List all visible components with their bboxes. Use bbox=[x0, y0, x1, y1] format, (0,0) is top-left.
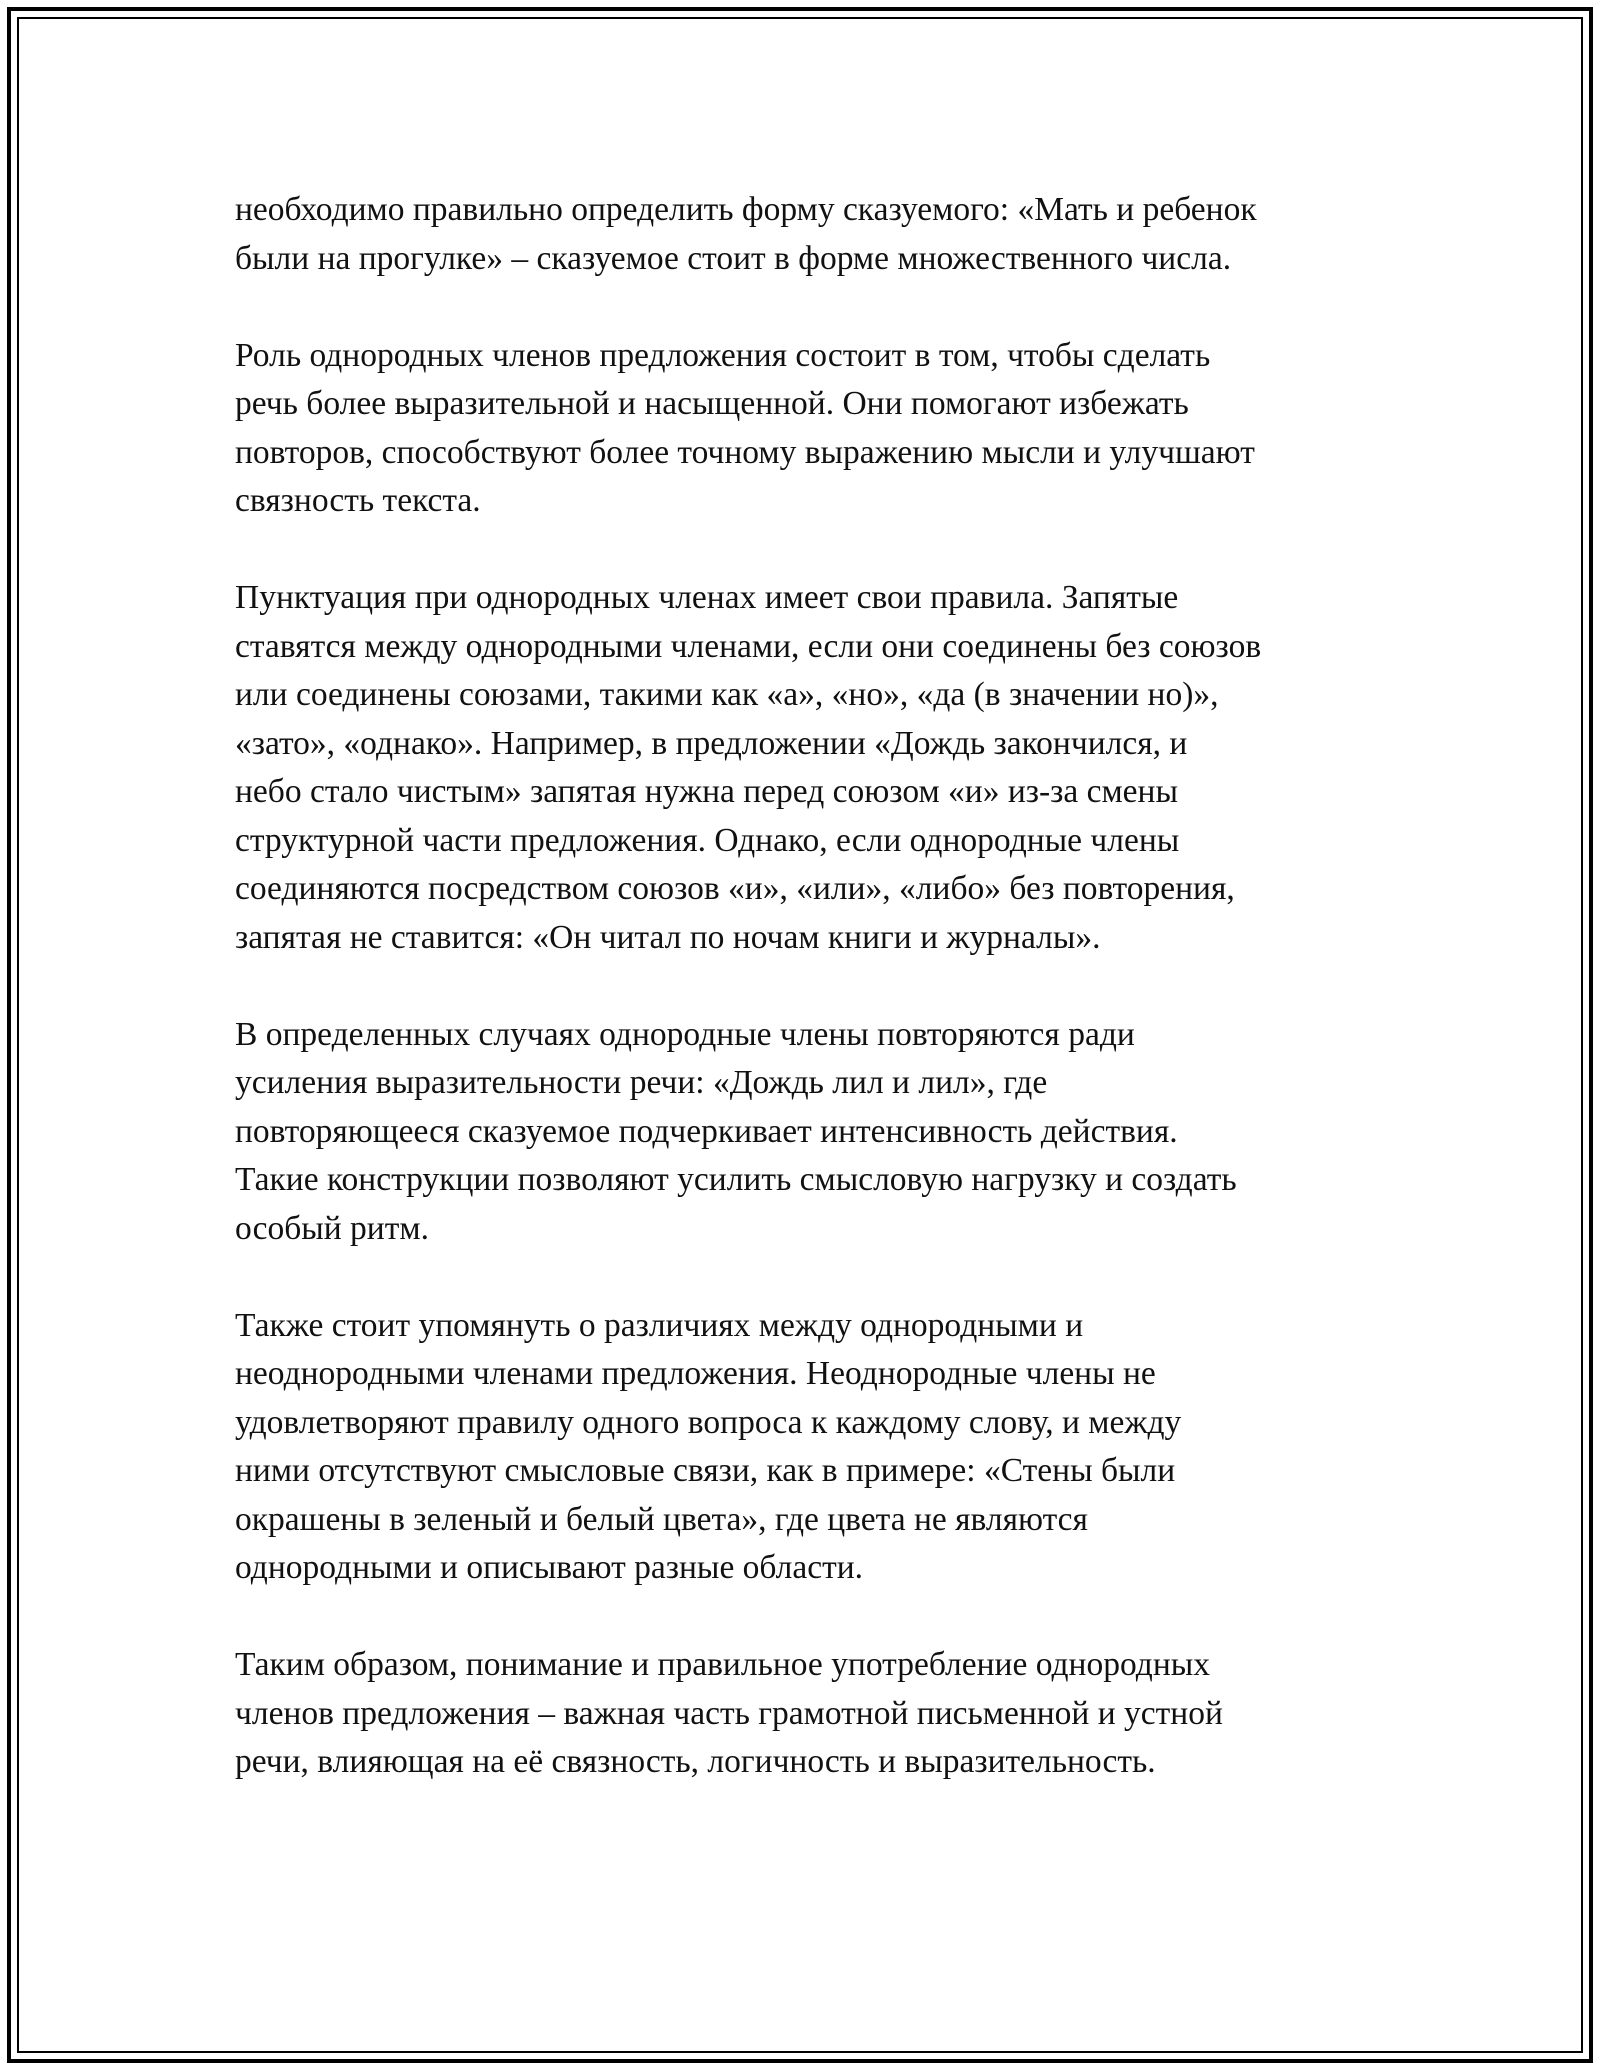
text-line: членов предложения – важная часть грамотной письменной и устной bbox=[235, 1694, 1223, 1732]
text-line: речь более выразительной и насыщенной. Они помогают избежать bbox=[235, 385, 1189, 422]
text-line: окрашены в зеленый и белый цвета», где цвета не являются bbox=[235, 1500, 1088, 1538]
text-line: однородными и описывают разные области. bbox=[235, 1549, 864, 1586]
text-line: особый ритм. bbox=[235, 1209, 429, 1247]
text-line: небо стало чистым» запятая нужна перед союзом «и» из-за смены bbox=[235, 773, 1178, 810]
text-line: речи, влияющая на её связность, логичность и выразительность. bbox=[235, 1743, 1156, 1780]
text-line: структурной части предложения. Однако, если однородные члены bbox=[235, 821, 1180, 859]
text-line: Таким образом, понимание и правильное употребление однородных bbox=[235, 1646, 1211, 1683]
text-line: неоднородными членами предложения. Неоднородные члены не bbox=[235, 1355, 1156, 1392]
text-line: повторов, способствуют более точному выражению мысли и улучшают bbox=[235, 433, 1255, 471]
text-line: Также стоит упомянуть о различиях между однородными и bbox=[235, 1306, 1084, 1344]
text-line: были на прогулке» – сказуемое стоит в форме множественного числа. bbox=[235, 239, 1232, 277]
text-line: ставятся между однородными членами, если они соединены без союзов bbox=[235, 627, 1262, 665]
text-line: ними отсутствуют смысловые связи, как в примере: «Стены были bbox=[235, 1452, 1176, 1489]
text-line: В определенных случаях однородные члены повторяются ради bbox=[235, 1015, 1135, 1053]
paragraph-6 bbox=[235, 1641, 1375, 1787]
text-line: «зато», «однако». Например, в предложении «Дождь закончился, и bbox=[235, 724, 1188, 762]
text-line: связность текста. bbox=[235, 482, 481, 519]
text-line: или соединены союзами, такими как «а», «но», «да (в значении но)», bbox=[235, 676, 1219, 713]
paragraph-4 bbox=[235, 1011, 1375, 1254]
text-line: Пунктуация при однородных членах имеет свои правила. Запятые bbox=[235, 579, 1179, 616]
paragraph-5 bbox=[235, 1302, 1375, 1593]
text-line: повторяющееся сказуемое подчеркивает интенсивность действия. bbox=[235, 1112, 1178, 1150]
text-line: запятая не ставится: «Он читал по ночам книги и журналы». bbox=[235, 918, 1101, 956]
text-line: соединяются посредством союзов «и», «или», «либо» без повторения, bbox=[235, 870, 1235, 907]
text-line: Роль однородных членов предложения состоит в том, чтобы сделать bbox=[235, 336, 1211, 374]
paragraph-3 bbox=[235, 574, 1375, 962]
document-body bbox=[235, 186, 1375, 1835]
paragraph-2 bbox=[235, 332, 1375, 526]
text-line: Такие конструкции позволяют усилить смысловую нагрузку и создать bbox=[235, 1161, 1237, 1198]
text-line: необходимо правильно определить форму сказуемого: «Мать и ребенок bbox=[235, 191, 1257, 228]
text-line: усиления выразительности речи: «Дождь лил и лил», где bbox=[235, 1064, 1048, 1101]
text-line: удовлетворяют правилу одного вопроса к каждому слову, и между bbox=[235, 1403, 1182, 1441]
paragraph-1 bbox=[235, 186, 1375, 283]
